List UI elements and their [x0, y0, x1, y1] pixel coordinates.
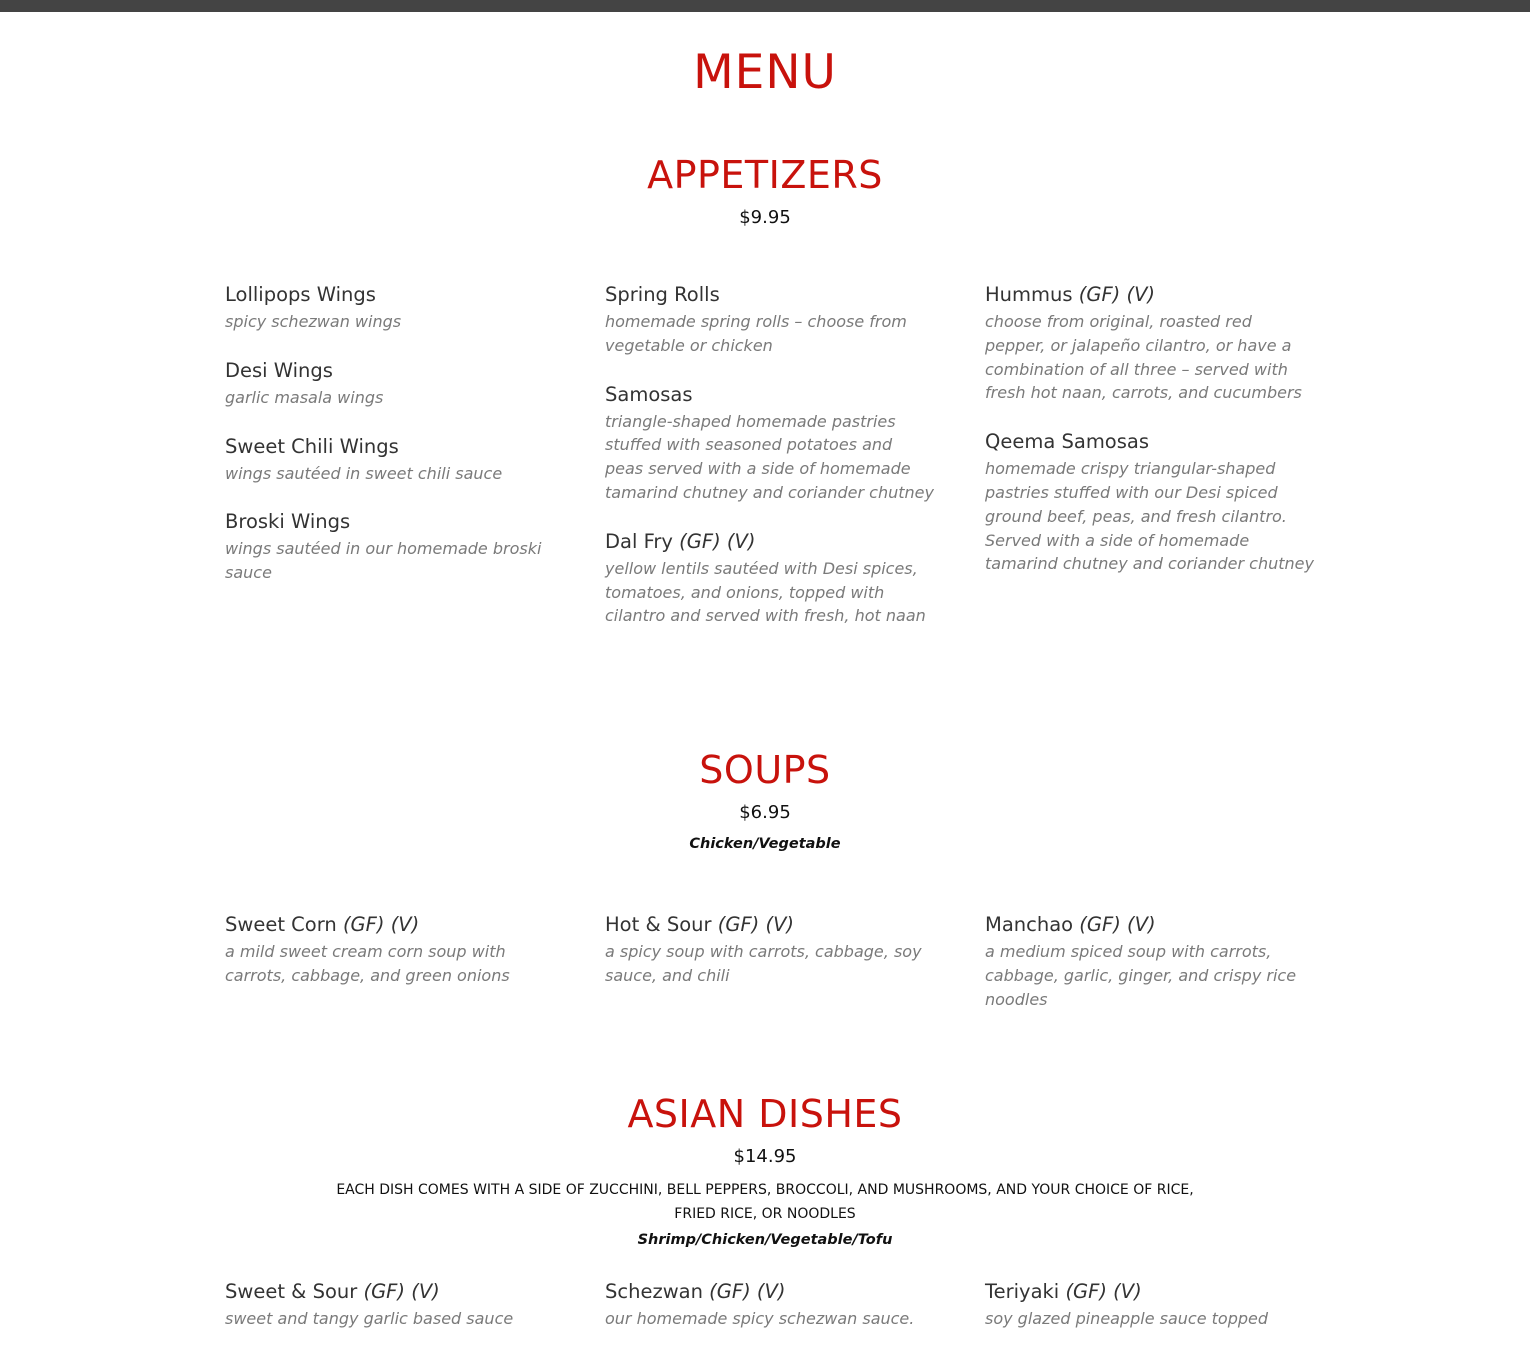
- menu-column: [225, 1279, 555, 1355]
- menu-item: [605, 912, 935, 988]
- dietary-tag: (GF) (V): [709, 1280, 786, 1303]
- item-description: a spicy soup with carrots, cabbage, soy sauce, and chili: [605, 942, 922, 985]
- menu-item: [605, 1279, 935, 1331]
- menu-item: [225, 434, 555, 486]
- item-name: Hot & Sour (GF) (V): [605, 913, 795, 936]
- dietary-tag: (GF) (V): [342, 913, 420, 936]
- item-name: Sweet & Sour (GF) (V): [225, 1280, 440, 1303]
- dietary-tag: (GF) (V): [679, 529, 756, 553]
- item-description: choose from original, roasted red pepper, or jalapeño cilantro, or have a combination of all three – served with fresh hot naan, carrots, and cucumbers: [985, 312, 1302, 403]
- item-name: Broski Wings: [225, 510, 351, 534]
- dietary-tag: (GF) (V): [363, 1280, 440, 1303]
- menu-column: [225, 912, 555, 1012]
- item-name: Qeema Samosas: [985, 430, 1150, 454]
- section-price: $9.95: [739, 207, 791, 228]
- item-name: Desi Wings: [225, 358, 333, 382]
- menu-item: [225, 509, 555, 585]
- menu-item: [225, 358, 555, 410]
- menu-column: [605, 1279, 935, 1355]
- item-name: Sweet Chili Wings: [225, 434, 399, 458]
- item-description: homemade crispy triangular-shaped pastries stuffed with our Desi spiced ground beef, peas, and fresh cilantro. Served with a side of homemade tamarind chutney and coriander chutney: [985, 459, 1314, 574]
- section-title: ASIAN DISHES: [627, 1092, 903, 1136]
- section-soups: [0, 747, 1530, 854]
- menu-item: [605, 282, 935, 358]
- dietary-tag: (GF) (V): [1079, 913, 1156, 936]
- item-name: Manchao (GF) (V): [985, 913, 1156, 936]
- dietary-tag: (GF) (V): [1078, 283, 1156, 306]
- item-name: Spring Rolls: [605, 283, 720, 306]
- menu-item: [985, 912, 1315, 1011]
- dietary-tag: (GF) (V): [1065, 1280, 1142, 1303]
- menu-item: [225, 1279, 555, 1331]
- menu-column: [985, 912, 1315, 1035]
- menu-item: [225, 912, 555, 988]
- item-name: Sweet Corn (GF) (V): [225, 913, 420, 936]
- menu-column: [985, 282, 1315, 600]
- menu-column: [225, 282, 555, 609]
- menu-item: [985, 282, 1315, 405]
- item-name: Lollipops Wings: [225, 283, 376, 306]
- item-description: yellow lentils sautéed with Desi spices, tomatoes, and onions, topped with cilantro and served with fresh, hot naan: [605, 558, 926, 626]
- item-description: a medium spiced soup with carrots, cabbage, garlic, ginger, and crispy rice noodles: [985, 942, 1297, 1009]
- item-description: a mild sweet cream corn soup with carrots, cabbage, and green onions: [225, 942, 510, 985]
- menu-item: [605, 529, 935, 628]
- section-price: $14.95: [733, 1146, 797, 1167]
- section-note: [0, 1178, 1530, 1226]
- item-description: homemade spring rolls – choose from vegetable or chicken: [605, 312, 907, 355]
- protein-choice: Chicken/Vegetable: [689, 836, 841, 852]
- section-note-line: FRIED RICE, OR NOODLES: [674, 1206, 856, 1222]
- menu-item: [985, 1279, 1315, 1331]
- item-description: triangle-shaped homemade pastries stuffed with seasoned potatoes and peas served with a side of homemade tamarind chutney and coriander chutney: [605, 411, 934, 502]
- item-description: sweet and tangy garlic based sauce: [225, 1309, 514, 1328]
- section-appetizers: [0, 152, 1530, 230]
- section-asian-dishes: [0, 1091, 1530, 1250]
- item-description: wings sautéed in sweet chili sauce: [225, 463, 503, 483]
- menu-item: [225, 282, 555, 334]
- protein-choice: Shrimp/Chicken/Vegetable/Tofu: [637, 1232, 893, 1248]
- item-name: Hummus (GF) (V): [985, 283, 1156, 306]
- menu-column: [605, 282, 935, 652]
- item-description: spicy schezwan wings: [225, 312, 402, 331]
- section-note-line: EACH DISH COMES WITH A SIDE OF ZUCCHINI, BELL PEPPERS, BROCCOLI, AND MUSHROOMS, AND YOUR CHOICE OF RICE,: [336, 1182, 1194, 1198]
- item-name: Samosas: [605, 382, 693, 406]
- dietary-tag: (GF) (V): [717, 913, 795, 936]
- menu-item: [605, 382, 935, 505]
- menu-column: [985, 1279, 1315, 1355]
- item-description: wings sautéed in our homemade broski sauce: [225, 539, 542, 583]
- item-description: our homemade spicy schezwan sauce.: [605, 1309, 915, 1328]
- menu-column: [605, 912, 935, 1012]
- item-name: Teriyaki (GF) (V): [985, 1280, 1142, 1303]
- menu-item: [985, 429, 1315, 576]
- item-name: Schezwan (GF) (V): [605, 1280, 786, 1303]
- top-bar: [0, 0, 1530, 12]
- item-name: Dal Fry (GF) (V): [605, 529, 756, 553]
- section-title: APPETIZERS: [647, 153, 883, 197]
- page-title: MENU: [693, 45, 837, 100]
- section-title: SOUPS: [699, 748, 831, 792]
- section-price: $6.95: [739, 802, 791, 823]
- item-description: garlic masala wings: [225, 387, 384, 407]
- item-description: soy glazed pineapple sauce topped: [985, 1309, 1269, 1328]
